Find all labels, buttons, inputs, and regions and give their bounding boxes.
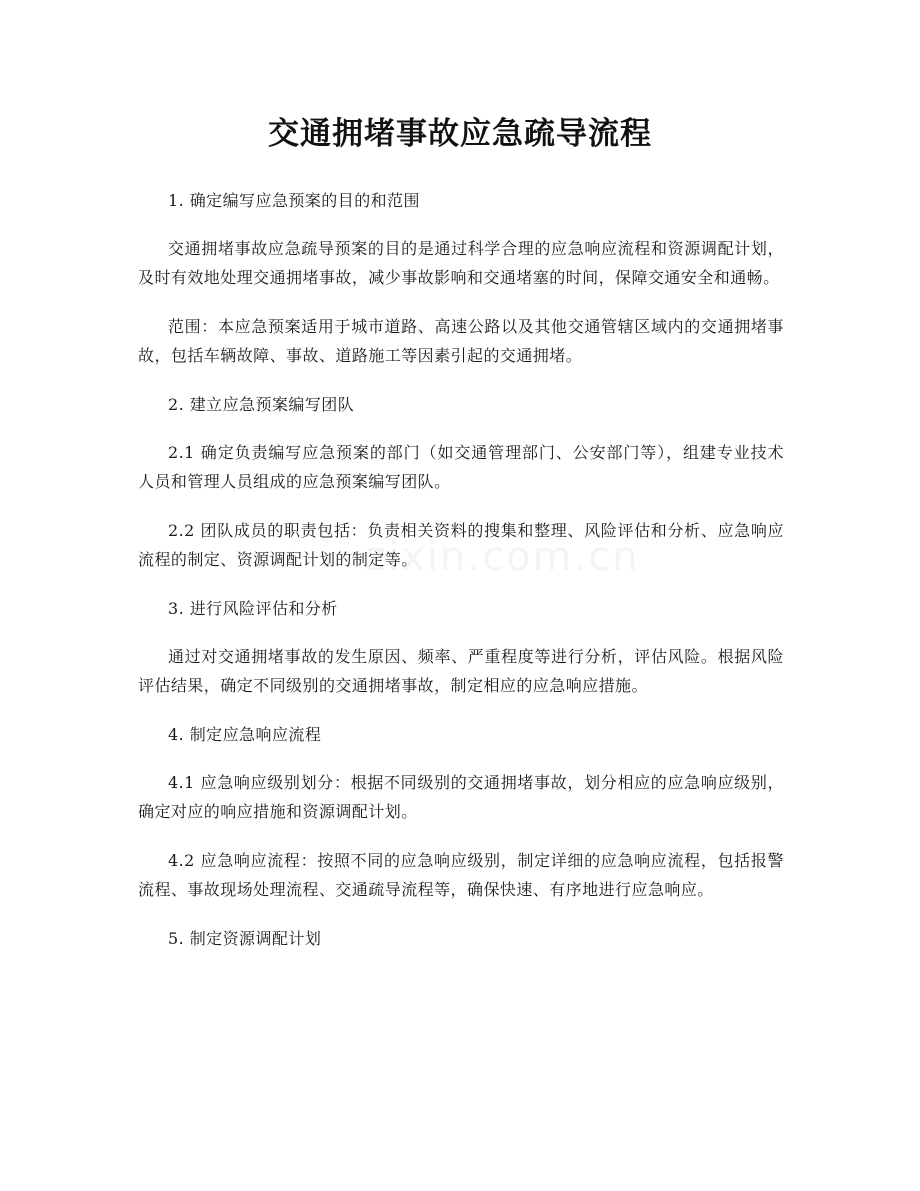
paragraph-2-1: 2.1 确定负责编写应急预案的部门（如交通管理部门、公安部门等），组建专业技术人员和管理人员组成的应急预案编写团队。 — [138, 443, 784, 491]
section-heading-1: 1. 确定编写应急预案的目的和范围 — [168, 191, 421, 210]
document-body — [138, 186, 784, 972]
paragraph-risk-assessment: 通过对交通拥堵事故的发生原因、频率、严重程度等进行分析，评估风险。根据风险评估结果，确定不同级别的交通拥堵事故，制定相应的应急响应措施。 — [138, 647, 784, 695]
section-heading-4: 4. 制定应急响应流程 — [168, 725, 322, 744]
paragraph-2-2: 2.2 团队成员的职责包括：负责相关资料的搜集和整理、风险评估和分析、应急响应流程的制定、资源调配计划的制定等。 — [138, 521, 784, 569]
paragraph-4-2: 4.2 应急响应流程：按照不同的应急响应级别，制定详细的应急响应流程，包括报警流程、事故现场处理流程、交通疏导流程等，确保快速、有序地进行应急响应。 — [138, 851, 784, 899]
paragraph-purpose: 交通拥堵事故应急疏导预案的目的是通过科学合理的应急响应流程和资源调配计划，及时有效地处理交通拥堵事故，减少事故影响和交通堵塞的时间，保障交通安全和通畅。 — [138, 239, 784, 287]
paragraph-scope: 范围：本应急预案适用于城市道路、高速公路以及其他交通管辖区域内的交通拥堵事故，包括车辆故障、事故、道路施工等因素引起的交通拥堵。 — [138, 317, 784, 365]
document-title: 交通拥堵事故应急疏导流程 — [268, 116, 652, 152]
section-heading-5: 5. 制定资源调配计划 — [168, 929, 322, 948]
section-heading-2: 2. 建立应急预案编写团队 — [168, 395, 355, 414]
section-heading-3: 3. 进行风险评估和分析 — [168, 599, 338, 618]
paragraph-4-1: 4.1 应急响应级别划分：根据不同级别的交通拥堵事故，划分相应的应急响应级别，确定对应的响应措施和资源调配计划。 — [138, 773, 784, 821]
